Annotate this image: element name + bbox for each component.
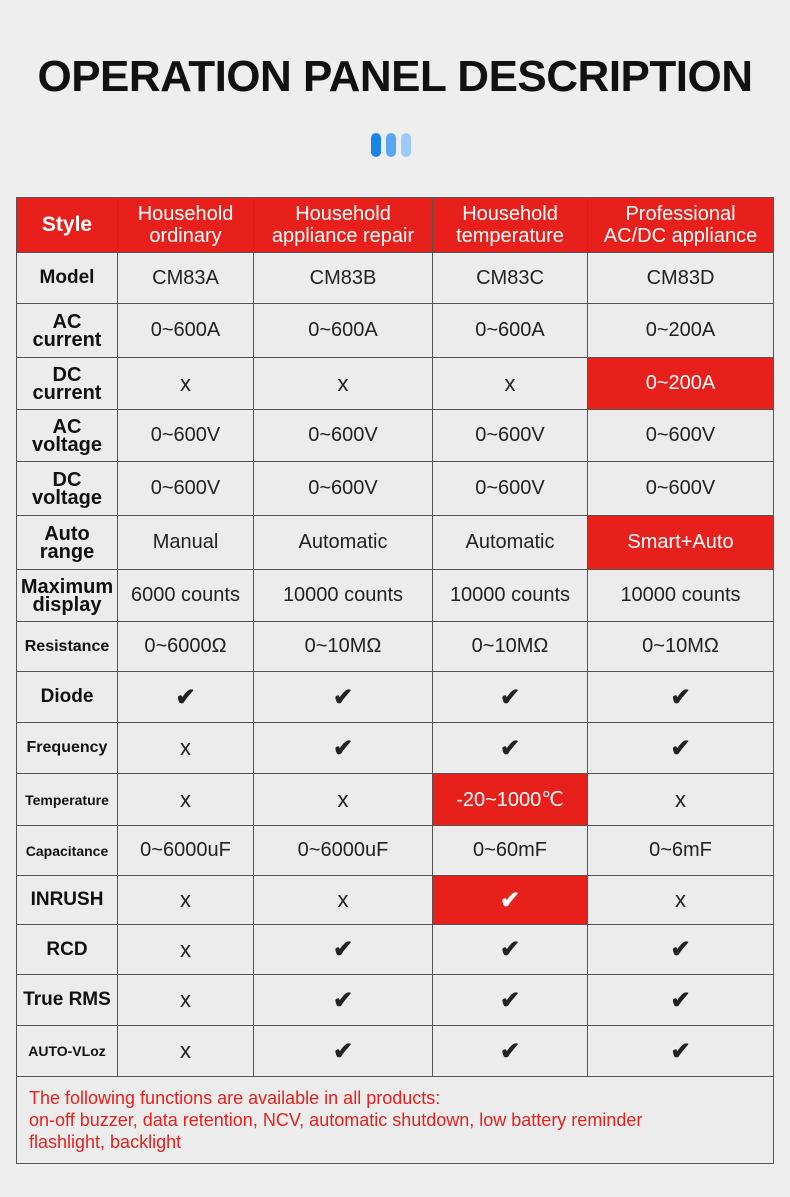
- footer-row: [17, 1077, 774, 1164]
- column-header-line2: AC/DC appliance: [603, 225, 758, 247]
- table-row: [17, 570, 774, 622]
- header-row: [17, 198, 774, 253]
- footer-line: on-off buzzer, data retention, NCV, automatic shutdown, low battery reminder: [29, 1110, 643, 1130]
- value-cell: 0~200A: [588, 358, 774, 410]
- cross-icon: x: [118, 723, 254, 774]
- check-icon: ✔: [254, 975, 433, 1026]
- cross-icon: x: [254, 774, 433, 826]
- row-label-line1: DC: [52, 363, 82, 386]
- cross-icon: x: [118, 975, 254, 1026]
- value-cell: Automatic: [433, 516, 588, 570]
- check-icon: ✔: [588, 925, 774, 975]
- column-header-line1: Household: [462, 203, 558, 225]
- check-icon: ✔: [254, 925, 433, 975]
- check-icon: ✔: [588, 975, 774, 1026]
- row-label-line1: AUTO-VLoz: [28, 1043, 106, 1059]
- row-label-line1: True RMS: [23, 989, 111, 1010]
- comparison-table: [16, 197, 774, 1164]
- column-header-line1: Professional: [625, 203, 736, 225]
- row-label: [17, 516, 118, 570]
- value-cell: 0~600V: [588, 410, 774, 462]
- value-cell: 0~6000uF: [118, 826, 254, 876]
- value-cell: 0~10MΩ: [433, 622, 588, 672]
- value-cell: 10000 counts: [433, 570, 588, 622]
- table-row: [17, 672, 774, 723]
- row-label-line2: current: [32, 328, 102, 351]
- footer-note: [17, 1077, 774, 1164]
- row-label-line1: AC: [52, 310, 82, 333]
- value-cell: CM83D: [588, 253, 774, 304]
- value-cell: 0~600A: [433, 304, 588, 358]
- row-label: [17, 826, 118, 876]
- column-header-line2: ordinary: [149, 225, 222, 247]
- column-header-professional-acdc: [588, 198, 774, 253]
- check-icon: ✔: [433, 723, 588, 774]
- value-cell: 0~10MΩ: [588, 622, 774, 672]
- check-icon: ✔: [433, 876, 588, 925]
- column-header-line2: temperature: [456, 225, 564, 247]
- decorative-bars-icon: [371, 133, 421, 157]
- row-label: [17, 253, 118, 304]
- value-cell: 0~600V: [433, 462, 588, 516]
- table-row: [17, 1026, 774, 1077]
- value-cell: 0~6000uF: [254, 826, 433, 876]
- style-header: Style: [17, 198, 118, 253]
- column-header-household-temperature: [433, 198, 588, 253]
- table-row: [17, 723, 774, 774]
- table-body: [17, 253, 774, 1077]
- cross-icon: x: [118, 1026, 254, 1077]
- cross-icon: x: [118, 876, 254, 925]
- row-label-line1: Temperature: [25, 791, 109, 808]
- check-icon: ✔: [433, 672, 588, 723]
- cross-icon: x: [588, 876, 774, 925]
- value-cell: Automatic: [254, 516, 433, 570]
- table-row: [17, 462, 774, 516]
- value-cell: 0~60mF: [433, 826, 588, 876]
- value-cell: 0~200A: [588, 304, 774, 358]
- value-cell: 0~600V: [118, 410, 254, 462]
- row-label-line1: INRUSH: [30, 889, 104, 910]
- row-label: [17, 304, 118, 358]
- value-cell: 0~600V: [254, 410, 433, 462]
- footer-line: The following functions are available in all products:: [29, 1088, 441, 1108]
- value-cell: Manual: [118, 516, 254, 570]
- cross-icon: x: [118, 358, 254, 410]
- value-cell: 0~600V: [118, 462, 254, 516]
- check-icon: ✔: [433, 925, 588, 975]
- row-label-line2: current: [32, 381, 102, 404]
- value-cell: 6000 counts: [118, 570, 254, 622]
- value-cell: 0~600V: [433, 410, 588, 462]
- value-cell: CM83B: [254, 253, 433, 304]
- table-row: [17, 622, 774, 672]
- cross-icon: x: [254, 358, 433, 410]
- column-header-line1: Household: [137, 203, 234, 225]
- value-cell: 0~600V: [588, 462, 774, 516]
- check-icon: ✔: [433, 975, 588, 1026]
- value-cell: 10000 counts: [588, 570, 774, 622]
- row-label: [17, 358, 118, 410]
- value-cell: 0~6000Ω: [118, 622, 254, 672]
- cross-icon: x: [588, 774, 774, 826]
- table-row: [17, 975, 774, 1026]
- column-header-line1: Household: [295, 203, 391, 225]
- row-label-line1: Maximum: [20, 575, 114, 598]
- row-label: [17, 723, 118, 774]
- column-header-line2: appliance repair: [271, 225, 415, 247]
- table-row: [17, 925, 774, 975]
- value-cell: 10000 counts: [254, 570, 433, 622]
- row-label-line1: Model: [39, 267, 95, 288]
- row-label-line2: voltage: [31, 486, 103, 509]
- row-label: [17, 462, 118, 516]
- value-cell: 0~600A: [254, 304, 433, 358]
- cross-icon: x: [433, 358, 588, 410]
- check-icon: ✔: [254, 723, 433, 774]
- cross-icon: x: [254, 876, 433, 925]
- check-icon: ✔: [254, 1026, 433, 1077]
- row-label: [17, 774, 118, 826]
- row-label: [17, 570, 118, 622]
- row-label-line2: range: [39, 540, 95, 563]
- row-label-line1: RCD: [46, 938, 88, 960]
- row-label: [17, 975, 118, 1026]
- table-row: [17, 876, 774, 925]
- row-label: [17, 672, 118, 723]
- row-label: [17, 410, 118, 462]
- row-label-line1: Resistance: [24, 637, 110, 655]
- table-row: [17, 410, 774, 462]
- check-icon: ✔: [118, 672, 254, 723]
- check-icon: ✔: [588, 672, 774, 723]
- value-cell: -20~1000℃: [433, 774, 588, 826]
- table-row: [17, 826, 774, 876]
- column-header-household-ordinary: [118, 198, 254, 253]
- check-icon: ✔: [433, 1026, 588, 1077]
- value-cell: 0~600A: [118, 304, 254, 358]
- value-cell: CM83A: [118, 253, 254, 304]
- check-icon: ✔: [254, 672, 433, 723]
- table-row: [17, 516, 774, 570]
- row-label-line2: voltage: [31, 433, 103, 456]
- row-label: [17, 876, 118, 925]
- row-label-line1: AC: [52, 415, 82, 438]
- row-label: [17, 925, 118, 975]
- table-row: [17, 774, 774, 826]
- value-cell: 0~10MΩ: [254, 622, 433, 672]
- row-label-line1: Auto: [44, 522, 90, 545]
- row-label: [17, 622, 118, 672]
- cross-icon: x: [118, 774, 254, 826]
- cross-icon: x: [118, 925, 254, 975]
- row-label-line2: display: [32, 593, 102, 616]
- comparison-table-container: [16, 197, 773, 1164]
- value-cell: CM83C: [433, 253, 588, 304]
- row-label: [17, 1026, 118, 1077]
- value-cell: 0~600V: [254, 462, 433, 516]
- column-header-household-appliance-repair: [254, 198, 433, 253]
- footer-line: flashlight, backlight: [29, 1132, 182, 1152]
- table-row: [17, 253, 774, 304]
- check-icon: ✔: [588, 1026, 774, 1077]
- value-cell: Smart+Auto: [588, 516, 774, 570]
- row-label-line1: Capacitance: [25, 842, 109, 859]
- value-cell: 0~6mF: [588, 826, 774, 876]
- row-label-line1: Diode: [40, 686, 94, 707]
- page-title: OPERATION PANEL DESCRIPTION: [37, 52, 753, 101]
- table-row: [17, 304, 774, 358]
- check-icon: ✔: [588, 723, 774, 774]
- table-row: [17, 358, 774, 410]
- row-label-line1: Frequency: [26, 739, 108, 756]
- row-label-line1: DC: [52, 468, 82, 491]
